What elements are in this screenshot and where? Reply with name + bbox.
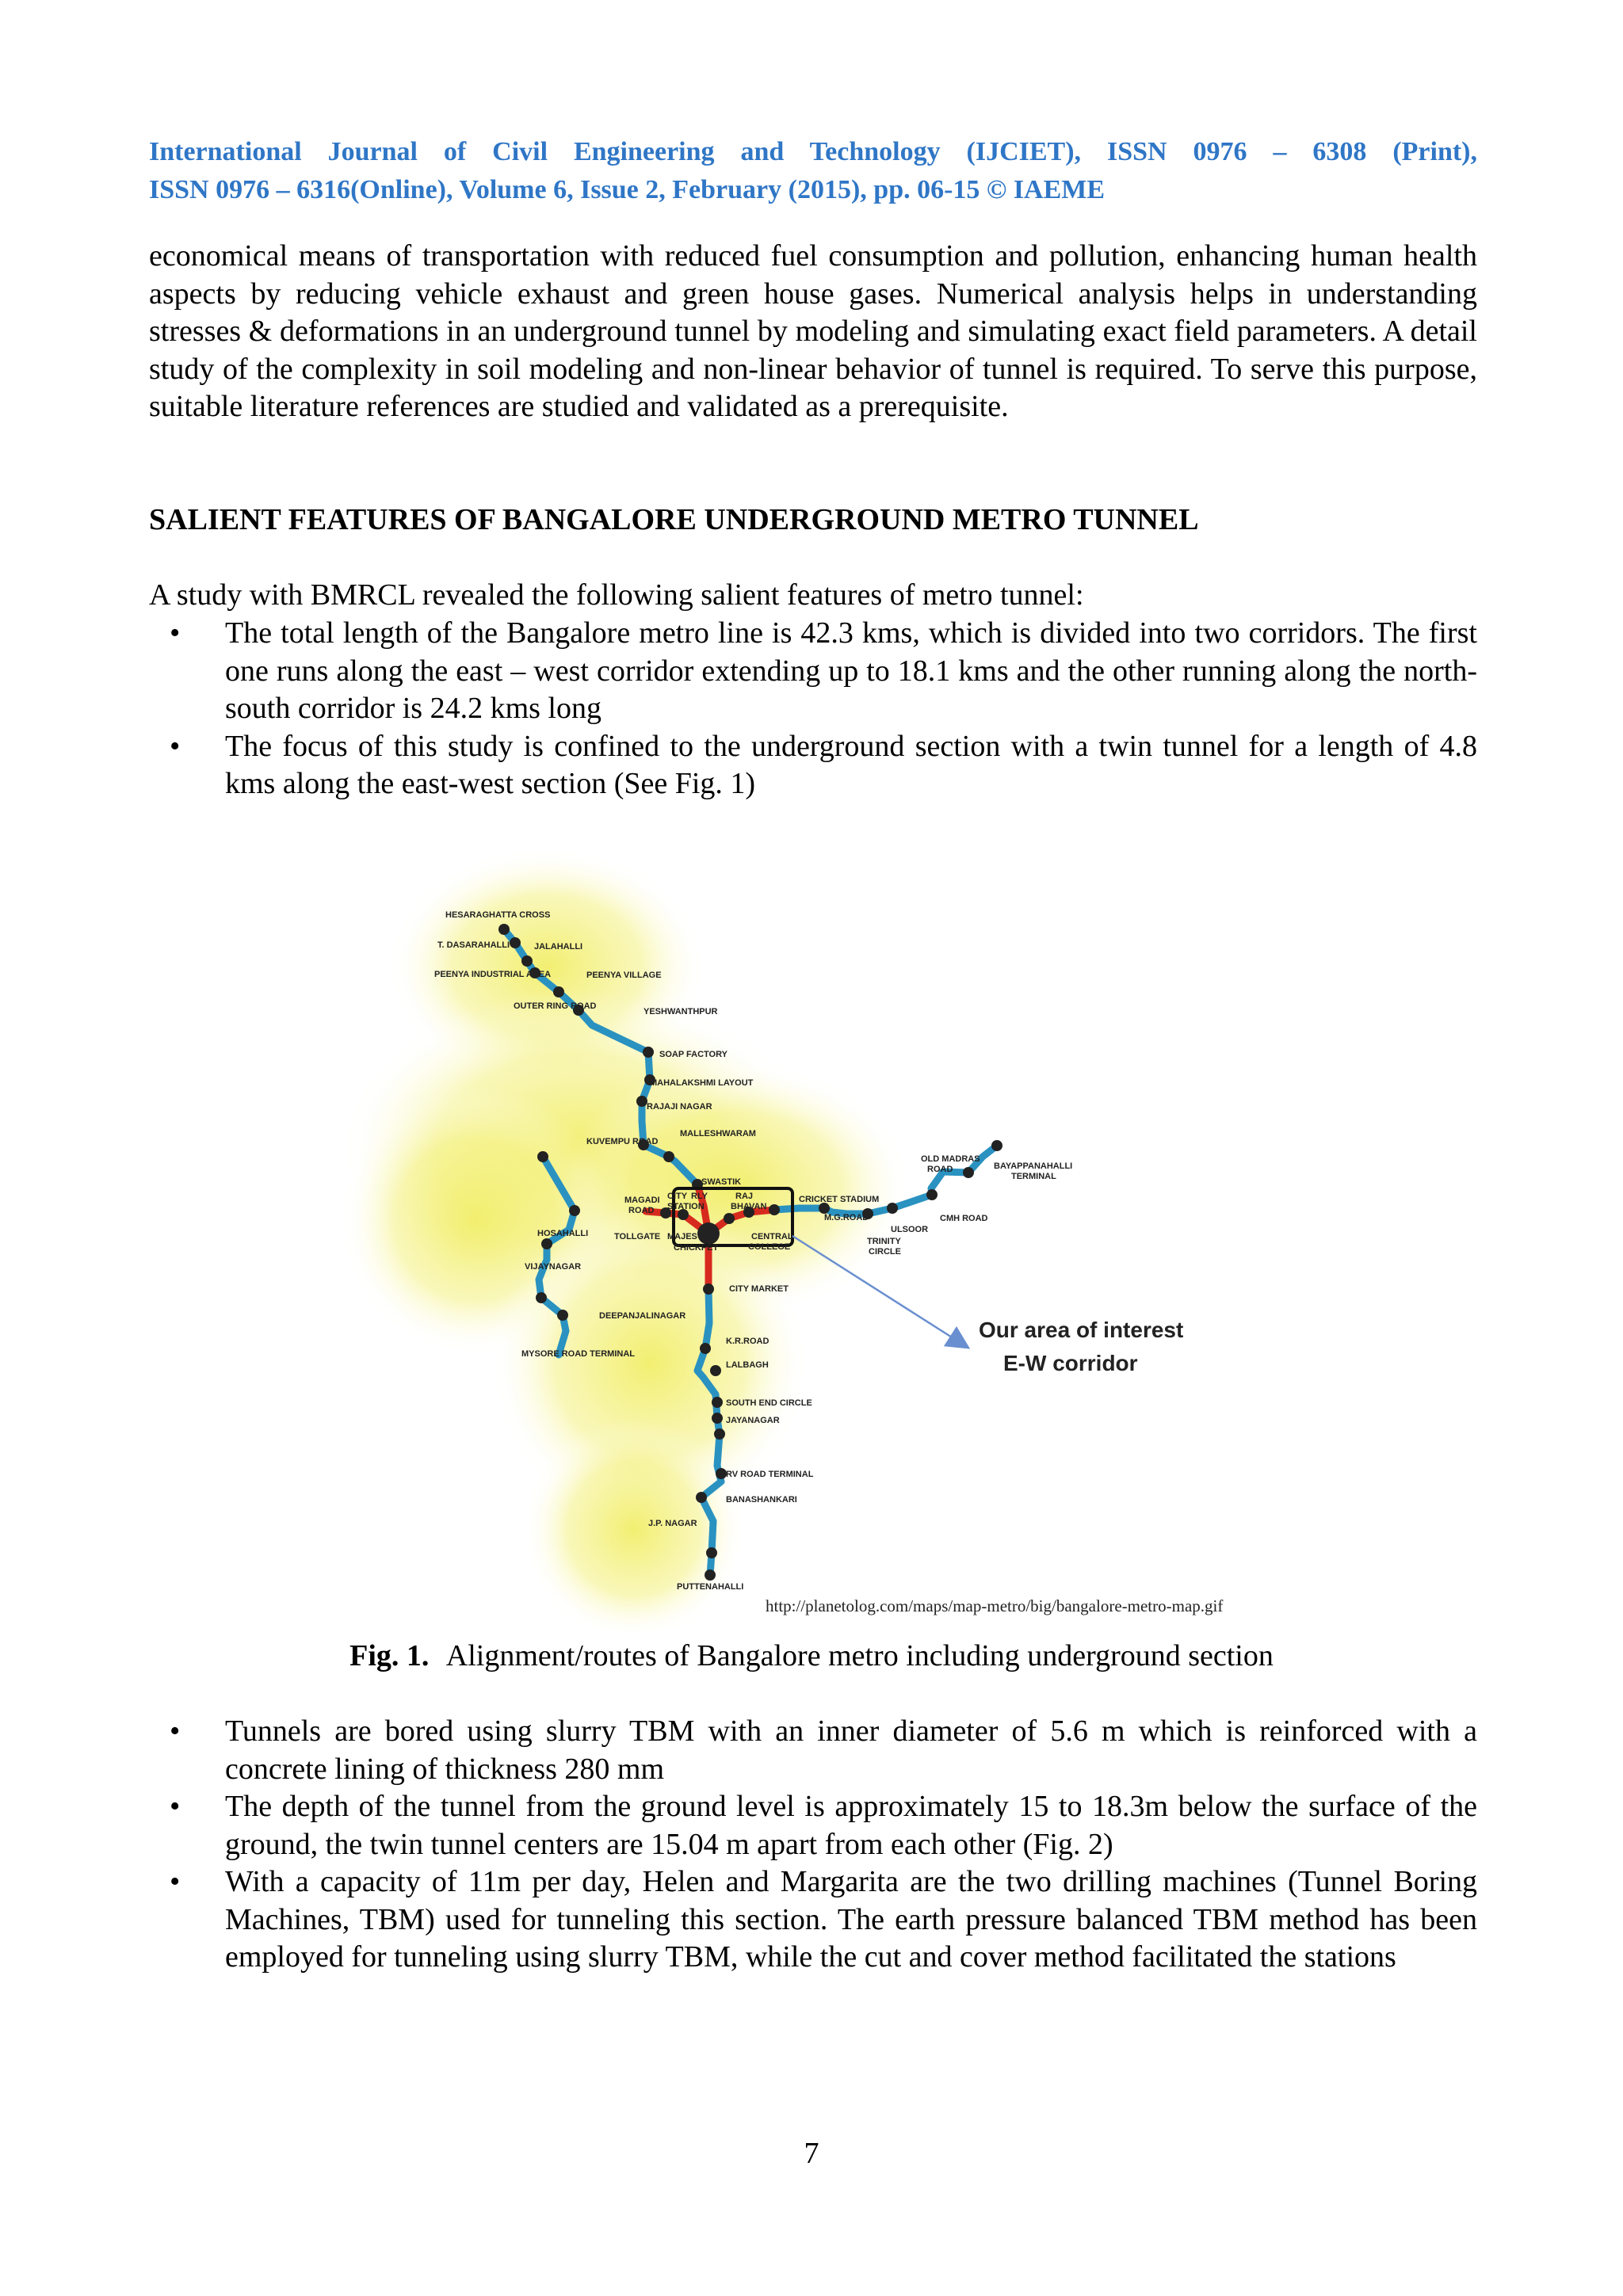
station-label: TOLLGATE	[614, 1232, 661, 1241]
station-label: MAHALAKSHMI LAYOUT	[650, 1078, 754, 1088]
station-dot	[714, 1428, 725, 1440]
station-dot	[769, 1204, 780, 1215]
list-item	[149, 615, 1477, 728]
station-label: STATION	[667, 1202, 705, 1211]
annotation-line-1: Our area of interest	[979, 1318, 1184, 1342]
list-item	[149, 728, 1477, 803]
list-item-text: Tunnels are bored using slurry TBM with an inner diameter of 5.6 m which is reinforced with a concrete lining of thickness 280 mm	[225, 1714, 1477, 1786]
station-label: TERMINAL	[1011, 1172, 1056, 1181]
station-label: CIRCLE	[869, 1247, 901, 1257]
station-dot	[536, 1292, 547, 1303]
station-dot	[521, 955, 533, 967]
station-dot	[819, 1203, 830, 1214]
station-label: PUTTENAHALLI	[677, 1582, 744, 1592]
station-label: TRINITY	[867, 1237, 901, 1246]
station-label: BHAVAN	[731, 1202, 767, 1211]
station-label: T. DASARAHALLI	[437, 940, 510, 950]
metro-map	[317, 848, 1284, 1632]
station-label: JALAHALLI	[534, 942, 583, 952]
station-dot	[498, 924, 510, 935]
bullet-icon: •	[170, 616, 181, 650]
station-dot	[703, 1283, 714, 1295]
bullet-list-top	[149, 615, 1477, 803]
station-dot	[724, 1213, 735, 1224]
station-label: SOUTH END CIRCLE	[726, 1398, 812, 1408]
station-dot	[569, 1205, 580, 1216]
station-label: M.G.ROAD	[824, 1213, 869, 1222]
station-dot	[716, 1468, 727, 1479]
station-label: RV ROAD TERMINAL	[726, 1470, 814, 1479]
station-label: CENTRAL	[751, 1232, 793, 1241]
station-label: BAYAPPANAHALLI	[994, 1161, 1073, 1171]
station-label: MALLESHWARAM	[680, 1129, 756, 1138]
station-label: BANASHANKARI	[726, 1495, 797, 1505]
station-label: HESARAGHATTA CROSS	[445, 910, 551, 920]
station-label: PEENYA INDUSTRIAL AREA	[434, 970, 552, 979]
header-line-2: ISSN 0976 – 6316(Online), Volume 6, Issue 2, February (2015), pp. 06-15 © IAEME	[149, 175, 1106, 204]
caption-label: Fig. 1.	[349, 1639, 430, 1672]
station-label: K.R.ROAD	[726, 1337, 769, 1346]
station-label: RLY	[691, 1192, 708, 1201]
station-dot	[991, 1140, 1002, 1151]
station-dot	[537, 1151, 548, 1162]
station-label: PEENYA VILLAGE	[586, 971, 662, 980]
station-label: OUTER RING ROAD	[514, 1001, 597, 1011]
station-label: COLLEGE	[748, 1242, 791, 1252]
list-item-text: The total length of the Bangalore metro line is 42.3 kms, which is divided into two corridors. The first one runs along the east – west corridor extending up to 18.1 kms and the other running along the north-south corridor is 24.2 kms long	[225, 616, 1477, 725]
list-item	[149, 1788, 1477, 1863]
station-dot	[643, 1047, 654, 1058]
station-label: MAJESTIC	[667, 1232, 712, 1241]
station-label: HOSAHALLI	[537, 1229, 589, 1238]
section-heading: SALIENT FEATURES OF BANGALORE UNDERGROUND METRO TUNNEL	[149, 503, 1199, 536]
station-dot	[712, 1397, 723, 1408]
list-item-text: The depth of the tunnel from the ground level is approximately 15 to 18.3m below the surface of the ground, the twin tunnel centers are 15.04 m apart from each other (Fig. 2)	[225, 1790, 1477, 1861]
station-label: CMH ROAD	[940, 1214, 988, 1223]
header-line-1: International Journal of Civil Engineering and Technology (IJCIET), ISSN 0976 – 6308 (Print),	[149, 137, 1477, 166]
station-label: YESHWANTHPUR	[643, 1007, 718, 1016]
station-label: KUVEMPU ROAD	[586, 1137, 659, 1146]
station-label: LALBAGH	[726, 1360, 769, 1370]
station-label: JAYANAGAR	[726, 1416, 780, 1425]
source-url: http://planetolog.com/maps/map-metro/big/bangalore-metro-map.gif	[766, 1596, 1224, 1615]
station-label: RAJAJI NAGAR	[647, 1102, 712, 1112]
station-label: VIJAYNAGAR	[525, 1262, 582, 1272]
station-label: MAGADI	[624, 1196, 660, 1205]
figure-caption	[0, 1637, 1623, 1675]
station-dot	[712, 1413, 723, 1424]
station-dot	[696, 1492, 707, 1503]
station-label: CRICKET STADIUM	[799, 1195, 880, 1204]
station-dot	[510, 937, 521, 948]
journal-header	[149, 133, 1477, 209]
station-label: CITY MARKET	[729, 1284, 789, 1294]
station-dot	[710, 1365, 721, 1376]
list-item	[149, 1863, 1477, 1977]
station-label: SOAP FACTORY	[659, 1050, 727, 1059]
paragraph-1: economical means of transportation with reduced fuel consumption and pollution, enhancing human health aspects by reducing vehicle exhaust and green house gases. Numerical analysis helps in understanding stresses & deformations in an underground tunnel by modeling and simulating exact field parameters. A detail study of the complexity in soil modeling and non-linear behavior of tunnel is required. To serve this purpose, suitable literature references are studied and validated as a prerequisite.	[149, 239, 1477, 423]
station-label: SWASTIK	[701, 1177, 742, 1187]
bullet-icon: •	[170, 1714, 181, 1748]
station-dot	[636, 1096, 647, 1107]
bullet-icon: •	[170, 1790, 181, 1823]
intro-sentence: A study with BMRCL revealed the following salient features of metro tunnel:	[149, 578, 1084, 612]
page-number: 7	[804, 2137, 819, 2170]
bullet-list-bottom	[149, 1713, 1477, 1977]
station-label: J.P. NAGAR	[648, 1519, 697, 1528]
caption-text: Alignment/routes of Bangalore metro including underground section	[445, 1639, 1274, 1672]
station-label: ULSOOR	[891, 1225, 929, 1234]
station-label: MYSORE ROAD TERMINAL	[521, 1349, 635, 1359]
station-dot	[663, 1151, 674, 1162]
bullet-icon: •	[170, 1865, 181, 1898]
station-dot	[706, 1547, 717, 1558]
station-dot	[926, 1189, 938, 1200]
metro-map-figure	[317, 848, 1284, 1632]
station-dot	[553, 986, 564, 997]
station-dot	[887, 1203, 898, 1214]
station-dot	[557, 1310, 568, 1321]
station-label: ROAD	[628, 1206, 655, 1215]
annotation-line-2: E-W corridor	[1003, 1351, 1138, 1375]
station-label: ROAD	[927, 1165, 953, 1174]
list-item	[149, 1713, 1477, 1788]
bullet-icon: •	[170, 729, 181, 763]
station-dot	[541, 1238, 552, 1249]
station-dot	[700, 1343, 711, 1354]
station-label: OLD MADRAS	[921, 1154, 980, 1164]
station-label: CHICKPET	[674, 1243, 719, 1253]
station-label: DEEPANJALINAGAR	[599, 1311, 686, 1321]
station-label: RAJ	[735, 1192, 754, 1201]
station-dot	[963, 1167, 974, 1178]
station-dot	[705, 1569, 716, 1581]
list-item-text: With a capacity of 11m per day, Helen and Margarita are the two drilling machines (Tunnel Boring Machines, TBM) used for tunneling this section. The earth pressure balanced TBM method has been employed for tunneling using slurry TBM, while the cut and cover method facilitated the stations	[225, 1865, 1477, 1974]
list-item-text: The focus of this study is confined to the underground section with a twin tunnel for a length of 4.8 kms along the east-west section (See Fig. 1)	[225, 729, 1477, 800]
station-label: CITY	[667, 1192, 688, 1201]
